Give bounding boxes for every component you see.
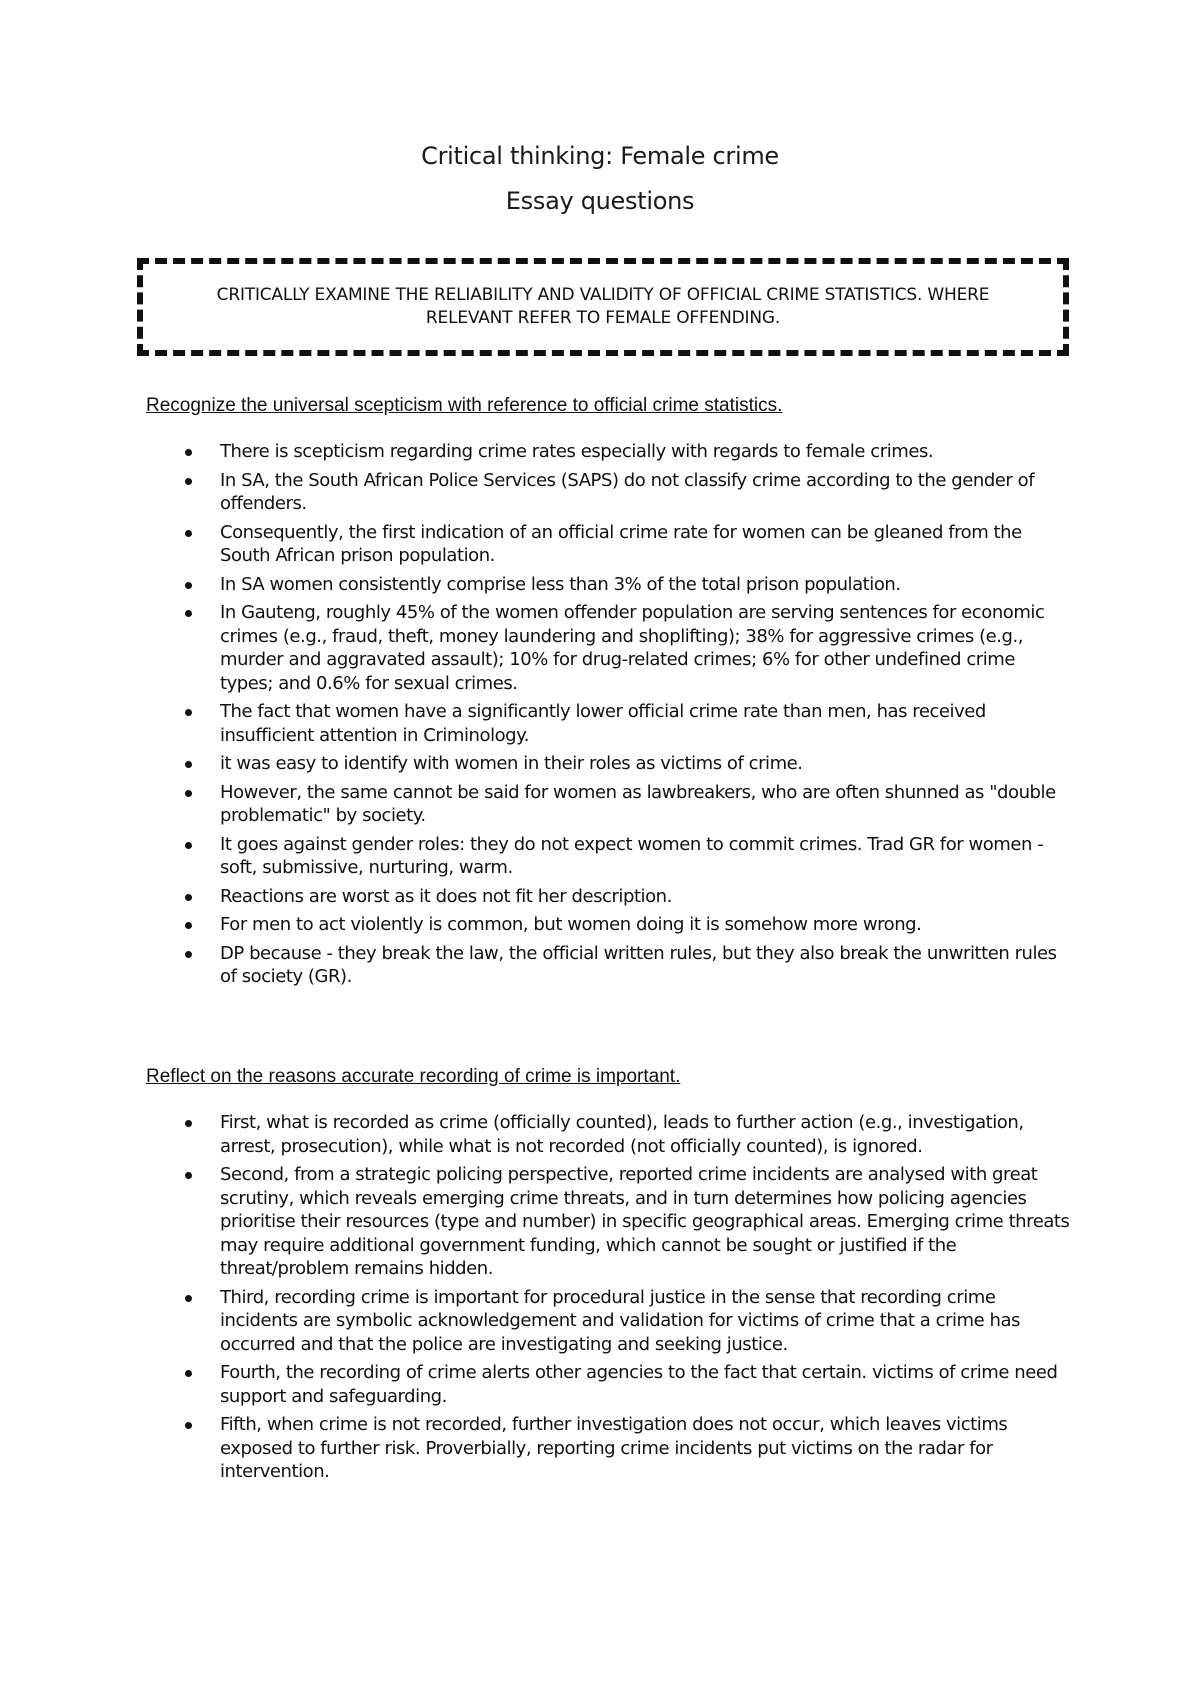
list-item (182, 700, 1072, 747)
bullet-icon (185, 530, 192, 537)
scepticism-bullet-list (182, 440, 1072, 994)
bullet-icon (185, 1422, 192, 1429)
list-item (182, 942, 1072, 989)
list-item (182, 521, 1072, 568)
list-item (182, 781, 1072, 828)
bullet-icon (185, 478, 192, 485)
bullet-icon (185, 951, 192, 958)
list-item (182, 1361, 1072, 1408)
list-item (182, 885, 1072, 909)
list-item (182, 752, 1072, 776)
bullet-icon (185, 790, 192, 797)
bullet-icon (185, 894, 192, 901)
bullet-icon (185, 1295, 192, 1302)
list-item (182, 1111, 1072, 1158)
list-item-text: In SA, the South African Police Services (SAPS) do not classify crime according to the gender of offenders. (220, 469, 1035, 514)
list-item-text: Third, recording crime is important for procedural justice in the sense that recording crime incidents are symbolic acknowledgement and validation for victims of crime that a crime has occurred and that the police are investigating and seeking justice. (220, 1286, 1020, 1355)
bullet-icon (185, 1172, 192, 1179)
list-item-text: Fourth, the recording of crime alerts other agencies to the fact that certain. victims of crime need support and safeguarding. (220, 1362, 1058, 1407)
list-item-text: However, the same cannot be said for women as lawbreakers, who are often shunned as "double problematic" by society. (220, 781, 1056, 826)
bullet-icon (185, 922, 192, 929)
list-item-text: Consequently, the first indication of an official crime rate for women can be gleaned from the South African prison population. (220, 521, 1022, 566)
list-item (182, 1413, 1072, 1484)
bullet-icon (185, 582, 192, 589)
list-item-text: Reactions are worst as it does not fit her description. (220, 885, 672, 907)
bullet-icon (185, 1370, 192, 1377)
list-item (182, 573, 1072, 597)
list-item-text: DP because - they break the law, the official written rules, but they also break the unwritten rules of society (GR). (220, 942, 1057, 987)
list-item-text: First, what is recorded as crime (officially counted), leads to further action (e.g., investigation, arrest, prosecution), while what is not recorded (not officially counted), is ignored. (220, 1112, 1024, 1157)
list-item-text: It goes against gender roles: they do not expect women to commit crimes. Trad GR for women - soft, submissive, nurturing, warm. (220, 833, 1044, 878)
section-heading-recording: Reflect on the reasons accurate recording of crime is important. (146, 1066, 681, 1087)
essay-question-text: CRITICALLY EXAMINE THE RELIABILITY AND VALIDITY OF OFFICIAL CRIME STATISTICS. WHERE RELEVANT REFER TO FEMALE OFFENDING. (216, 285, 990, 328)
section-heading-scepticism: Recognize the universal scepticism with reference to official crime statistics. (146, 395, 783, 416)
document-title: Critical thinking: Female crime (421, 142, 779, 170)
list-item (182, 440, 1072, 464)
bullet-icon (185, 1120, 192, 1127)
list-item-text: Fifth, when crime is not recorded, further investigation does not occur, which leaves victims exposed to further risk. Proverbially, reporting crime incidents put victims on the radar for intervention. (220, 1414, 1008, 1482)
list-item (182, 1163, 1072, 1281)
bullet-icon (185, 709, 192, 716)
list-item-text: Second, from a strategic policing perspective, reported crime incidents are analysed with great scrutiny, which reveals emerging crime threats, and in turn determines how policing agencies prioritise their resources (type and number) in specific geographical areas. Emerging crime threats may require additional government funding, which cannot be sought or justified if the threat/problem remains hidden. (220, 1164, 1070, 1279)
essay-question-box (137, 258, 1069, 356)
list-item (182, 913, 1072, 937)
bullet-icon (185, 842, 192, 849)
bullet-icon (185, 761, 192, 768)
list-item-text: The fact that women have a significantly lower official crime rate than men, has received insufficient attention in Criminology. (220, 701, 986, 746)
list-item-text: There is scepticism regarding crime rates especially with regards to female crimes. (220, 441, 934, 462)
list-item-text: In Gauteng, roughly 45% of the women offender population are serving sentences for economic crimes (e.g., fraud, theft, money laundering and shoplifting); 38% for aggressive crimes (e.g., murder and aggravated assault); 10% for drug-related crimes; 6% for other undefined crime types; and 0.6% for sexual crimes. (220, 602, 1045, 694)
list-item (182, 833, 1072, 880)
list-item-text: In SA women consistently comprise less than 3% of the total prison population. (220, 573, 901, 595)
list-item-text: For men to act violently is common, but women doing it is somehow more wrong. (220, 914, 922, 935)
recording-bullet-list (182, 1111, 1072, 1489)
list-item (182, 469, 1072, 516)
list-item-text: it was easy to identify with women in their roles as victims of crime. (220, 753, 803, 774)
list-item (182, 1286, 1072, 1357)
document-subtitle: Essay questions (505, 187, 695, 215)
bullet-icon (185, 610, 192, 617)
list-item (182, 601, 1072, 695)
bullet-icon (185, 449, 192, 456)
